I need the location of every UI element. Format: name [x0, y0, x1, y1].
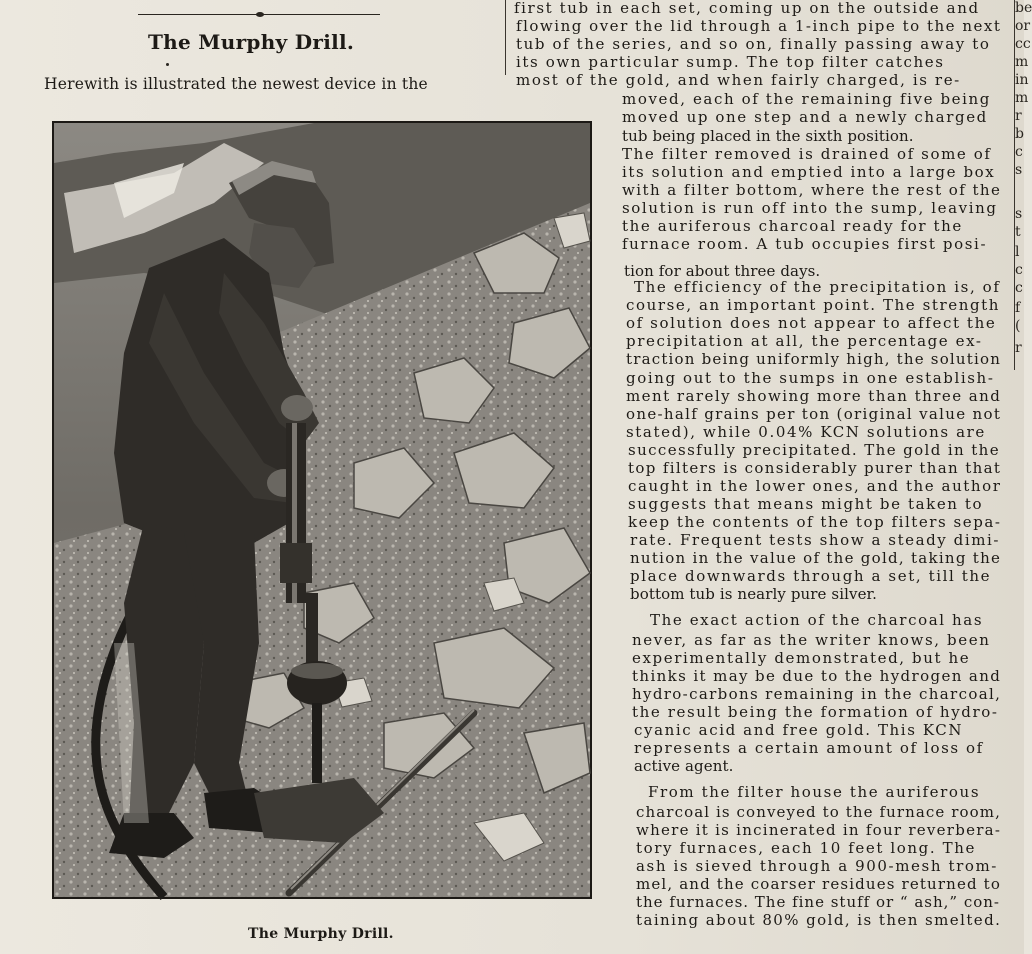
photo-illustration	[54, 123, 590, 897]
text-line: The efficiency of the precipitation is, of	[634, 278, 1001, 296]
text-line: the furnaces. The fine stuff or “ ash,” con-	[636, 893, 1000, 911]
text-line: most of the gold, and when fairly charged, is re-	[516, 71, 961, 89]
text-line: never, as far as the writer knows, been	[632, 631, 991, 649]
text-line: tub of the series, and so on, finally passing away to	[516, 35, 991, 53]
article-title: The Murphy Drill.	[148, 30, 355, 54]
text-line: nution in the value of the gold, taking the	[630, 549, 1002, 567]
text-line: thinks it may be due to the hydrogen and	[632, 667, 1002, 685]
text-line: its solution and emptied into a large box	[622, 163, 996, 181]
text-line: mel, and the coarser residues returned to	[636, 875, 1002, 893]
text-line: stated), while 0.04% KCN solutions are	[626, 423, 986, 441]
murphy-drill-photo	[52, 121, 592, 899]
figure-caption: The Murphy Drill.	[248, 926, 394, 942]
text-line: its own particular sump. The top filter catches	[516, 53, 945, 71]
text-line: the auriferous charcoal ready for the	[622, 217, 963, 235]
text-line: of solution does not appear to affect the	[626, 314, 997, 332]
text-line: moved up one step and a newly charged	[622, 108, 988, 126]
text-line: experimentally demonstrated, but he	[632, 649, 971, 667]
clipped-text-fragment: in	[1015, 72, 1029, 88]
clipped-text-fragment: or	[1015, 18, 1031, 34]
clipped-text-fragment: cc	[1015, 36, 1031, 52]
clipped-text-fragment: c	[1015, 262, 1023, 278]
text-line: The exact action of the charcoal has	[650, 611, 984, 629]
text-line: the result being the formation of hydro-	[632, 703, 999, 721]
text-line: going out to the sumps in one establish-	[626, 369, 995, 387]
text-line: cyanic acid and free gold. This KCN	[634, 721, 964, 739]
text-line: ash is sieved through a 900-mesh trom-	[636, 857, 998, 875]
clipped-text-fragment: r	[1015, 108, 1022, 124]
ornament-dot	[166, 63, 169, 66]
intro-text: Herewith is illustrated the newest device in the	[44, 75, 428, 93]
clipped-text-fragment: r	[1015, 340, 1022, 356]
clipped-text-fragment: c	[1015, 280, 1023, 296]
clipped-text-fragment: m	[1015, 54, 1029, 70]
text-line: successfully precipitated. The gold in the	[628, 441, 1000, 459]
text-line: furnace room. A tub occupies first posi-	[622, 235, 988, 253]
text-line: top filters is considerably purer than that	[628, 459, 1002, 477]
text-line: rate. Frequent tests show a steady dimi-	[630, 531, 1000, 549]
text-line: precipitation at all, the percentage ex-	[626, 332, 983, 350]
text-line: tub being placed in the sixth position.	[622, 127, 914, 145]
clipped-text-fragment: f	[1015, 300, 1021, 316]
text-line: tory furnaces, each 10 feet long. The	[636, 839, 976, 857]
clipped-text-fragment: (	[1015, 318, 1021, 334]
clipped-text-fragment: s	[1015, 206, 1023, 222]
text-line: From the filter house the auriferous	[648, 783, 981, 801]
clipped-text-fragment: l	[1015, 244, 1020, 260]
text-line: where it is incinerated in four reverbera-	[636, 821, 1002, 839]
text-line: keep the contents of the top filters sepa-	[628, 513, 1002, 531]
text-line: taining about 80% gold, is then smelted.	[636, 911, 1002, 929]
text-line: charcoal is conveyed to the furnace room,	[636, 803, 1001, 821]
text-line: course, an important point. The strength	[626, 296, 1000, 314]
text-line: traction being uniformly high, the solution	[626, 350, 1002, 368]
text-line: suggests that means might be taken to	[628, 495, 984, 513]
text-line: caught in the lower ones, and the author	[628, 477, 1002, 495]
clipped-text-fragment: t	[1015, 224, 1021, 240]
rule-ornament	[256, 12, 264, 17]
text-line: ment rarely showing more than three and	[626, 387, 1002, 405]
clipped-text-fragment: c	[1015, 144, 1023, 160]
text-line: flowing over the lid through a 1-inch pipe to the next	[516, 17, 1002, 35]
text-line: first tub in each set, coming up on the outside and	[514, 0, 980, 17]
text-line: place downwards through a set, till the	[630, 567, 992, 585]
text-line: active agent.	[634, 757, 734, 775]
text-line: one-half grains per ton (original value not	[626, 405, 1002, 423]
text-line: with a filter bottom, where the rest of the	[622, 181, 1002, 199]
title-rule	[138, 14, 380, 15]
clipped-text-fragment: b	[1015, 126, 1024, 142]
text-line: tion for about three days.	[624, 262, 821, 280]
text-line: moved, each of the remaining five being	[622, 90, 991, 108]
text-line: solution is run off into the sump, leaving	[622, 199, 998, 217]
column-divider	[505, 0, 506, 75]
text-line: bottom tub is nearly pure silver.	[630, 585, 878, 603]
clipped-text-fragment: be	[1015, 0, 1032, 16]
clipped-text-fragment: s	[1015, 162, 1023, 178]
clipped-text-fragment: m	[1015, 90, 1029, 106]
text-line: hydro-carbons remaining in the charcoal,	[632, 685, 1002, 703]
text-line: The filter removed is drained of some of	[622, 145, 992, 163]
text-line: represents a certain amount of loss of	[634, 739, 984, 757]
